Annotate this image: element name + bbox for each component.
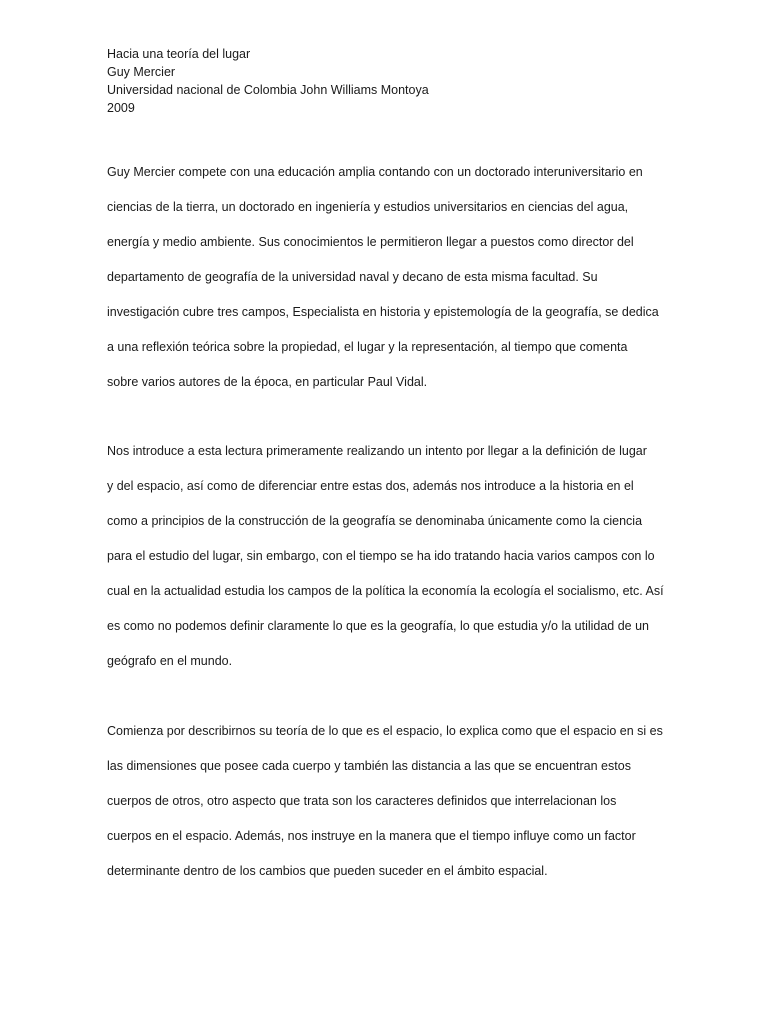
document-title: Hacia una teoría del lugar (107, 47, 251, 61)
text-line: investigación cubre tres campos, Especialista en historia y epistemología de la geografía, se dedica (107, 305, 659, 319)
text-line: Comienza por describirnos su teoría de lo que es el espacio, lo explica como que el espacio en si es (107, 724, 663, 738)
document-year: 2009 (107, 101, 135, 115)
document-institution: Universidad nacional de Colombia John Williams Montoya (107, 83, 429, 97)
text-line: Nos introduce a esta lectura primeramente realizando un intento por llegar a la definición de lugar (107, 444, 647, 458)
text-line: las dimensiones que posee cada cuerpo y también las distancia a las que se encuentran estos (107, 759, 631, 773)
paragraph-2 (107, 442, 667, 687)
text-line: ciencias de la tierra, un doctorado en ingeniería y estudios universitarios en ciencias del agua, (107, 200, 629, 214)
text-line: geógrafo en el mundo. (107, 654, 233, 668)
text-line: y del espacio, así como de diferenciar entre estas dos, además nos introduce a la historia en el (107, 479, 634, 493)
paragraph-1 (107, 163, 667, 408)
text-line: departamento de geografía de la universidad naval y decano de esta misma facultad. Su (107, 270, 598, 284)
text-line: energía y medio ambiente. Sus conocimientos le permitieron llegar a puestos como director del (107, 235, 634, 249)
text-line: determinante dentro de los cambios que pueden suceder en el ámbito espacial. (107, 864, 548, 878)
text-line: es como no podemos definir claramente lo que es la geografía, lo que estudia y/o la utilidad de un (107, 619, 650, 633)
paragraph-3 (107, 722, 667, 897)
text-line: a una reflexión teórica sobre la propiedad, el lugar y la representación, al tiempo que comenta (107, 340, 628, 354)
text-line: cual en la actualidad estudia los campos de la política la economía la ecología el socialismo, etc. Así (107, 584, 664, 598)
text-line: sobre varios autores de la época, en particular Paul Vidal. (107, 375, 428, 389)
document-header (107, 45, 667, 117)
text-line: como a principios de la construcción de la geografía se denominaba únicamente como la ciencia (107, 514, 643, 528)
text-line: cuerpos de otros, otro aspecto que trata son los caracteres definidos que interrelacionan los (107, 794, 617, 808)
text-line: Guy Mercier compete con una educación amplia contando con un doctorado interuniversitario en (107, 165, 643, 179)
text-line: cuerpos en el espacio. Además, nos instruye en la manera que el tiempo influye como un factor (107, 829, 636, 843)
text-line: para el estudio del lugar, sin embargo, con el tiempo se ha ido tratando hacia varios campos con lo (107, 549, 655, 563)
document-author: Guy Mercier (107, 65, 176, 79)
